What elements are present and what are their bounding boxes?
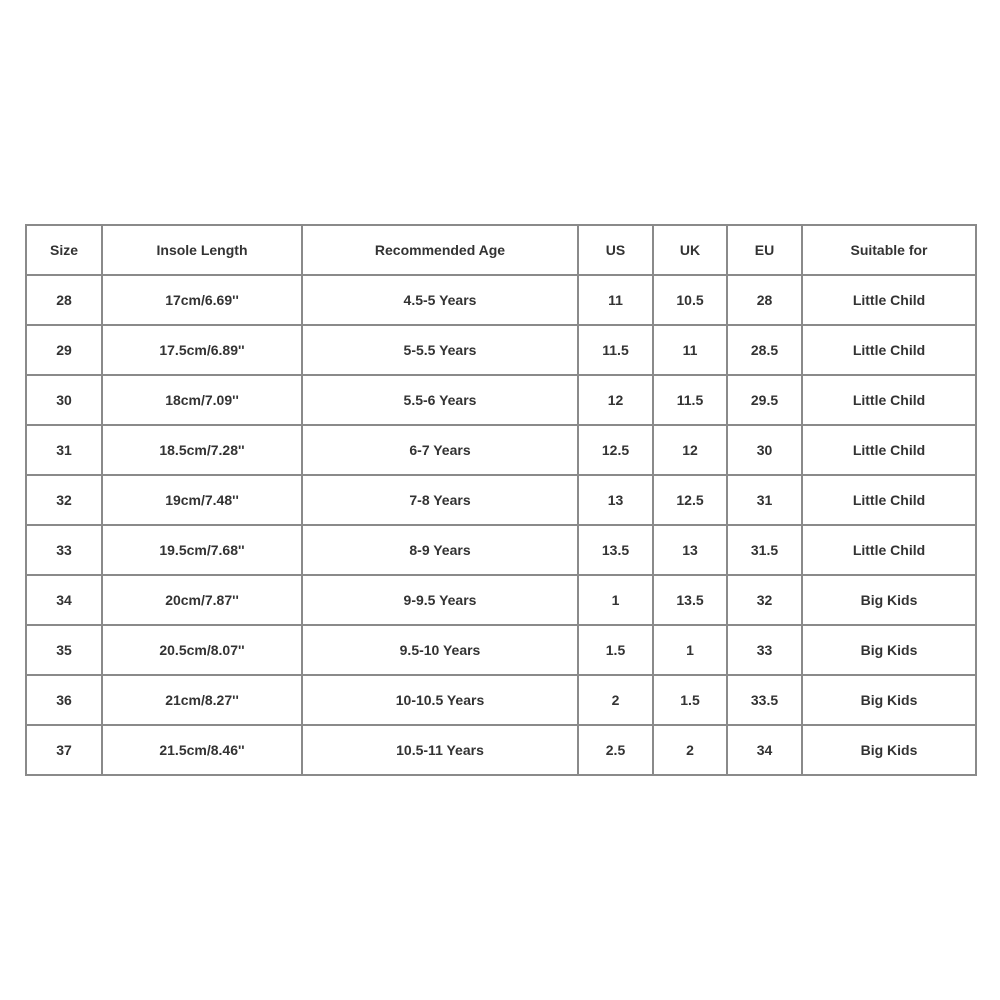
cell-size: 31 — [26, 425, 102, 475]
cell-size: 36 — [26, 675, 102, 725]
header-eu: EU — [727, 225, 802, 275]
cell-us: 11 — [578, 275, 653, 325]
cell-us: 13.5 — [578, 525, 653, 575]
cell-us: 1 — [578, 575, 653, 625]
table-row — [26, 275, 976, 325]
cell-uk: 12 — [653, 425, 727, 475]
table-row — [26, 575, 976, 625]
cell-suitable-for: Little Child — [802, 325, 976, 375]
cell-size: 32 — [26, 475, 102, 525]
cell-uk: 2 — [653, 725, 727, 775]
cell-uk: 1.5 — [653, 675, 727, 725]
table-row — [26, 475, 976, 525]
cell-uk: 10.5 — [653, 275, 727, 325]
cell-insole-length: 19.5cm/7.68'' — [102, 525, 302, 575]
cell-suitable-for: Little Child — [802, 525, 976, 575]
cell-eu: 33.5 — [727, 675, 802, 725]
cell-eu: 31 — [727, 475, 802, 525]
table-row — [26, 375, 976, 425]
table-row — [26, 525, 976, 575]
cell-us: 2.5 — [578, 725, 653, 775]
cell-eu: 30 — [727, 425, 802, 475]
table-row — [26, 675, 976, 725]
cell-suitable-for: Little Child — [802, 275, 976, 325]
cell-recommended-age: 5-5.5 Years — [302, 325, 578, 375]
cell-eu: 31.5 — [727, 525, 802, 575]
cell-us: 1.5 — [578, 625, 653, 675]
cell-suitable-for: Big Kids — [802, 575, 976, 625]
cell-uk: 13 — [653, 525, 727, 575]
cell-recommended-age: 8-9 Years — [302, 525, 578, 575]
table-row — [26, 325, 976, 375]
cell-size: 28 — [26, 275, 102, 325]
cell-suitable-for: Big Kids — [802, 675, 976, 725]
header-size: Size — [26, 225, 102, 275]
table-row — [26, 725, 976, 775]
cell-size: 33 — [26, 525, 102, 575]
cell-us: 12.5 — [578, 425, 653, 475]
cell-suitable-for: Big Kids — [802, 725, 976, 775]
cell-recommended-age: 10-10.5 Years — [302, 675, 578, 725]
header-uk: UK — [653, 225, 727, 275]
cell-insole-length: 20cm/7.87'' — [102, 575, 302, 625]
cell-eu: 28 — [727, 275, 802, 325]
cell-us: 2 — [578, 675, 653, 725]
cell-size: 34 — [26, 575, 102, 625]
header-us: US — [578, 225, 653, 275]
header-recommended-age: Recommended Age — [302, 225, 578, 275]
cell-suitable-for: Little Child — [802, 475, 976, 525]
cell-us: 13 — [578, 475, 653, 525]
cell-us: 11.5 — [578, 325, 653, 375]
table-row — [26, 625, 976, 675]
size-chart-table — [25, 224, 977, 776]
cell-eu: 34 — [727, 725, 802, 775]
cell-eu: 32 — [727, 575, 802, 625]
cell-insole-length: 21cm/8.27'' — [102, 675, 302, 725]
cell-recommended-age: 9.5-10 Years — [302, 625, 578, 675]
cell-uk: 12.5 — [653, 475, 727, 525]
cell-suitable-for: Big Kids — [802, 625, 976, 675]
cell-insole-length: 20.5cm/8.07'' — [102, 625, 302, 675]
cell-recommended-age: 7-8 Years — [302, 475, 578, 525]
cell-size: 30 — [26, 375, 102, 425]
cell-us: 12 — [578, 375, 653, 425]
cell-size: 29 — [26, 325, 102, 375]
cell-suitable-for: Little Child — [802, 375, 976, 425]
cell-recommended-age: 9-9.5 Years — [302, 575, 578, 625]
cell-insole-length: 18.5cm/7.28'' — [102, 425, 302, 475]
cell-eu: 33 — [727, 625, 802, 675]
cell-uk: 13.5 — [653, 575, 727, 625]
cell-eu: 29.5 — [727, 375, 802, 425]
cell-recommended-age: 6-7 Years — [302, 425, 578, 475]
cell-insole-length: 21.5cm/8.46'' — [102, 725, 302, 775]
cell-size: 37 — [26, 725, 102, 775]
cell-recommended-age: 10.5-11 Years — [302, 725, 578, 775]
cell-suitable-for: Little Child — [802, 425, 976, 475]
table-header-row — [26, 225, 976, 275]
cell-insole-length: 17.5cm/6.89'' — [102, 325, 302, 375]
cell-uk: 11.5 — [653, 375, 727, 425]
cell-recommended-age: 4.5-5 Years — [302, 275, 578, 325]
table-row — [26, 425, 976, 475]
cell-eu: 28.5 — [727, 325, 802, 375]
cell-recommended-age: 5.5-6 Years — [302, 375, 578, 425]
cell-insole-length: 19cm/7.48'' — [102, 475, 302, 525]
table-body — [26, 275, 976, 775]
cell-insole-length: 17cm/6.69'' — [102, 275, 302, 325]
cell-insole-length: 18cm/7.09'' — [102, 375, 302, 425]
header-insole-length: Insole Length — [102, 225, 302, 275]
cell-size: 35 — [26, 625, 102, 675]
cell-uk: 1 — [653, 625, 727, 675]
header-suitable-for: Suitable for — [802, 225, 976, 275]
cell-uk: 11 — [653, 325, 727, 375]
